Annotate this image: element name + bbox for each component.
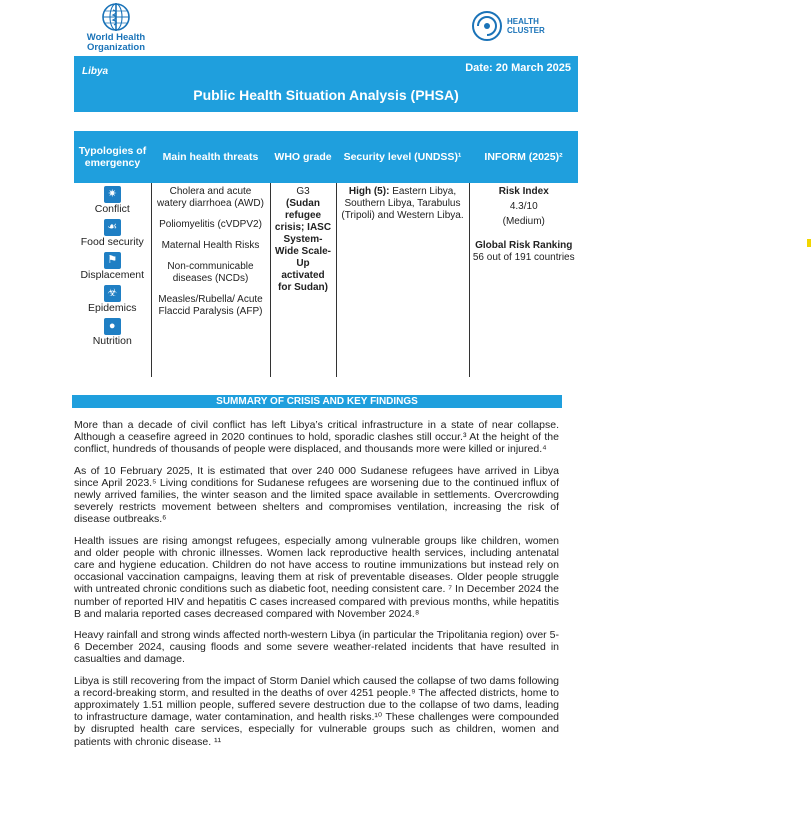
summary-paragraph: Heavy rainfall and strong winds affected north-western Libya (in particular the Tripolitania region) over 5-6 December 2024, causing floods and some severe weather-related incidents that have resulted in casualties and damage. [74, 629, 559, 666]
summary-paragraph: Libya is still recovering from the impact of Storm Daniel which caused the collapse of two dams following a record-breaking storm, and resulted in the deaths of over 4251 people.⁹ The affected districts, home to approximately 1.51 million people, suffered severe destruction due to the collapse of two dams, leading to infrastructure damage, water contamination, and health risks.¹⁰ These challenges were compounded by disrupted health care services, especially for vulnerable groups such as children, women and patients with chronic disease. ¹¹ [74, 674, 559, 748]
epidemics-icon: ☣ [104, 285, 121, 302]
typology-displacement: ⚑ Displacement [80, 254, 145, 281]
header-threats: Main health threats [151, 131, 270, 183]
risk-index-level: (Medium) [502, 216, 545, 227]
summary-paragraph: As of 10 February 2025, It is estimated that over 240 000 Sudanese refugees have arrived in Libya since April 2023.⁵ Living conditions for Sudanese refugees are worsening due to the continued influx of newly arrived families, the winter season and the limited space available in settlements. Overcrowding severely restricts movement between shelters and compromises ventilation, increasing the risk of disease outbreaks.⁶ [74, 464, 559, 526]
who-logo [84, 2, 148, 53]
threat-item: Non-communicable diseases (NCDs) [167, 261, 254, 284]
grade-detail: (Sudan refugee crisis; IASC System-Wide Scale-Up activated for Sudan) [274, 198, 332, 293]
who-name: World Health Organization [86, 32, 146, 53]
inform-cell [469, 183, 578, 377]
who-emblem-icon [99, 2, 133, 32]
health-cluster-name: HEALTH CLUSTER [507, 17, 545, 35]
summary-paragraph: Health issues are rising amongst refugees, especially among vulnerable groups like children, women and older people with chronic illnesses. Women lack reproductive health services, including antenatal care and hygiene education. Children do not have access to routine immunizations but instead rely on occasional vaccination campaigns, leaving them at risk of preventable diseases. Older people struggle with untreated chronic conditions such as diabetic foot, needing consistent care. ⁷ In December 2024 the number of reported HIV and hepatitis C cases increased compared with previous months, while hepatitis B and malaria reported cases decreased compared with November 2024.⁸ [74, 534, 559, 620]
header-who-grade: WHO grade [270, 131, 336, 183]
security-cell [336, 183, 469, 377]
summary-heading: SUMMARY OF CRISIS AND KEY FINDINGS [72, 395, 562, 408]
health-cluster-logo [470, 9, 545, 43]
grade-value: G3 [296, 186, 310, 197]
risk-index-value: 4.3/10 [509, 201, 538, 212]
country-label: Libya [82, 66, 109, 77]
summary-paragraph: More than a decade of civil conflict has left Libya’s critical infrastructure in a state of near collapse. Although a ceasefire agreed in 2020 continues to hold, sporadic clashes still occur.³ At the height of the conflict, hundreds of thousands of people were displaced, and thousands more were killed or injured.⁴ [74, 419, 559, 456]
health-cluster-emblem-icon [470, 9, 504, 43]
security-level: High (5): [348, 186, 390, 197]
table-row [74, 183, 578, 377]
threat-item: Maternal Health Risks [161, 240, 260, 251]
summary-body [74, 419, 559, 757]
header-security: Security level (UNDSS)¹ [336, 131, 469, 183]
threats-cell [151, 183, 270, 377]
conflict-icon: ✷ [104, 186, 121, 203]
threat-item: Cholera and acute watery diarrhoea (AWD) [157, 186, 264, 209]
food-security-icon: ☙ [104, 219, 121, 236]
security-areas: Eastern Libya, Southern Libya, Tarabulus (Tripoli) and Western Libya. [341, 186, 464, 221]
emergency-overview-table [74, 131, 578, 377]
typology-food-security: ☙ Food security [80, 221, 144, 248]
typology-conflict: ✷ Conflict [94, 188, 130, 215]
report-date: Date: 20 March 2025 [465, 62, 571, 74]
threat-item: Poliomyelitis (cVDPV2) [159, 219, 262, 230]
displacement-icon: ⚑ [104, 252, 121, 269]
ranking-label: Global Risk Ranking [475, 240, 573, 251]
who-grade-cell [270, 183, 336, 377]
nutrition-icon: ● [104, 318, 121, 335]
risk-index-label: Risk Index [498, 186, 549, 197]
header-inform: INFORM (2025)² [469, 131, 578, 183]
header-typologies: Typologies of emergency [74, 131, 151, 183]
page-title: Public Health Situation Analysis (PHSA) [193, 87, 459, 103]
typologies-cell [74, 183, 151, 377]
typology-epidemics: ☣ Epidemics [88, 287, 137, 314]
typology-nutrition: ● Nutrition [92, 320, 132, 347]
title-banner [74, 56, 578, 112]
table-header-row [74, 131, 578, 183]
threat-item: Measles/Rubella/ Acute Flaccid Paralysis (AFP) [158, 294, 263, 317]
page-edge-marker [807, 239, 811, 247]
ranking-value: 56 out of 191 countries [472, 252, 575, 263]
